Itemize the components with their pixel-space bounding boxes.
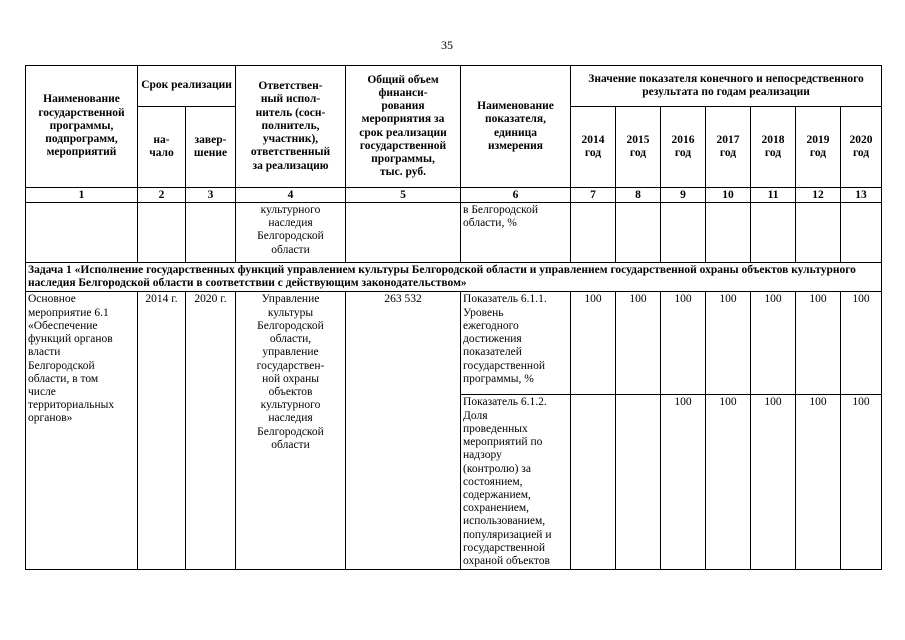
header-program-name: Наименование государственной программы, подпрограмм, мероприятий bbox=[26, 66, 138, 188]
page-number: 35 bbox=[441, 38, 453, 52]
cell-empty bbox=[616, 203, 661, 263]
indicator-6-1-2-value-2019: 100 bbox=[796, 395, 841, 570]
header-row-1 bbox=[26, 66, 882, 107]
indicator-6-1-2-value-2015 bbox=[616, 395, 661, 570]
header-start: на- чало bbox=[138, 107, 186, 188]
header-year-2018: 2018 год bbox=[751, 107, 796, 188]
column-number: 4 bbox=[236, 188, 346, 203]
cell-empty bbox=[706, 203, 751, 263]
cell-empty bbox=[841, 203, 882, 263]
cell-empty bbox=[751, 203, 796, 263]
indicator-6-1-2-value-2016: 100 bbox=[661, 395, 706, 570]
cell-empty bbox=[186, 203, 236, 263]
task-row bbox=[26, 263, 882, 292]
program-table bbox=[25, 65, 882, 570]
indicator-6-1-1-value-2018: 100 bbox=[751, 292, 796, 395]
indicator-6-1-2-value-2014 bbox=[571, 395, 616, 570]
header-years-group: Значение показателя конечного и непосредственного результата по годам реализации bbox=[571, 66, 882, 107]
indicator-6-1-1-value-2015: 100 bbox=[616, 292, 661, 395]
header-funding: Общий объем финанси- рования мероприятия за срок реализации государственной программы, тыс. руб. bbox=[346, 66, 461, 188]
header-year-2016: 2016 год bbox=[661, 107, 706, 188]
indicator-6-1-2-value-2020: 100 bbox=[841, 395, 882, 570]
column-number: 8 bbox=[616, 188, 661, 203]
column-number: 5 bbox=[346, 188, 461, 203]
column-number: 7 bbox=[571, 188, 616, 203]
continuation-row bbox=[26, 203, 882, 263]
column-number: 13 bbox=[841, 188, 882, 203]
header-year-2015: 2015 год bbox=[616, 107, 661, 188]
header-end: завер- шение bbox=[186, 107, 236, 188]
indicator-6-1-2-value-2018: 100 bbox=[751, 395, 796, 570]
indicator-6-1-1-value-2014: 100 bbox=[571, 292, 616, 395]
indicator-6-1-1-name: Показатель 6.1.1. Уровень ежегодного достижения показателей государственной программы, % bbox=[461, 292, 571, 395]
cell-empty bbox=[796, 203, 841, 263]
measure-end: 2020 г. bbox=[186, 292, 236, 570]
header-executor: Ответствен- ный испол- нитель (сосн- полнитель, участник), ответственный за реализацию bbox=[236, 66, 346, 188]
header-year-2019: 2019 год bbox=[796, 107, 841, 188]
cell-empty bbox=[26, 203, 138, 263]
column-number: 11 bbox=[751, 188, 796, 203]
column-numbers-row bbox=[26, 188, 882, 203]
column-number: 2 bbox=[138, 188, 186, 203]
continuation-indicator: в Белгородской области, % bbox=[461, 203, 571, 263]
header-year-2014: 2014 год bbox=[571, 107, 616, 188]
column-number: 9 bbox=[661, 188, 706, 203]
measure-funding: 263 532 bbox=[346, 292, 461, 570]
measure-row-indicator-1 bbox=[26, 292, 882, 395]
indicator-6-1-2-name: Показатель 6.1.2. Доля проведенных мероприятий по надзору (контролю) за состоянием, содержанием, сохранением, использованием, популяризацией и государственной охраной объектов bbox=[461, 395, 571, 570]
indicator-6-1-1-value-2019: 100 bbox=[796, 292, 841, 395]
measure-name: Основное мероприятие 6.1 «Обеспечение функций органов власти Белгородской области, в том числе территориальных органов» bbox=[26, 292, 138, 570]
cell-empty bbox=[346, 203, 461, 263]
column-number: 1 bbox=[26, 188, 138, 203]
header-year-2020: 2020 год bbox=[841, 107, 882, 188]
measure-start: 2014 г. bbox=[138, 292, 186, 570]
cell-empty bbox=[661, 203, 706, 263]
cell-empty bbox=[571, 203, 616, 263]
continuation-executor: культурного наследия Белгородской области bbox=[236, 203, 346, 263]
column-number: 3 bbox=[186, 188, 236, 203]
cell-empty bbox=[138, 203, 186, 263]
header-year-2017: 2017 год bbox=[706, 107, 751, 188]
measure-executor: Управление культуры Белгородской области, управление государствен- ной охраны объектов культурного наследия Белгородской области bbox=[236, 292, 346, 570]
indicator-6-1-1-value-2017: 100 bbox=[706, 292, 751, 395]
column-number: 12 bbox=[796, 188, 841, 203]
indicator-6-1-1-value-2020: 100 bbox=[841, 292, 882, 395]
header-indicator: Наименование показателя, единица измерения bbox=[461, 66, 571, 188]
column-number: 10 bbox=[706, 188, 751, 203]
indicator-6-1-2-value-2017: 100 bbox=[706, 395, 751, 570]
task-title: Задача 1 «Исполнение государственных функций управлением культуры Белгородской области и управлением государственной охраны объектов культурного наследия Белгородской области в соответствии с действующим законодательством» bbox=[26, 263, 882, 292]
indicator-6-1-1-value-2016: 100 bbox=[661, 292, 706, 395]
column-number: 6 bbox=[461, 188, 571, 203]
header-period: Срок реализации bbox=[138, 66, 236, 107]
